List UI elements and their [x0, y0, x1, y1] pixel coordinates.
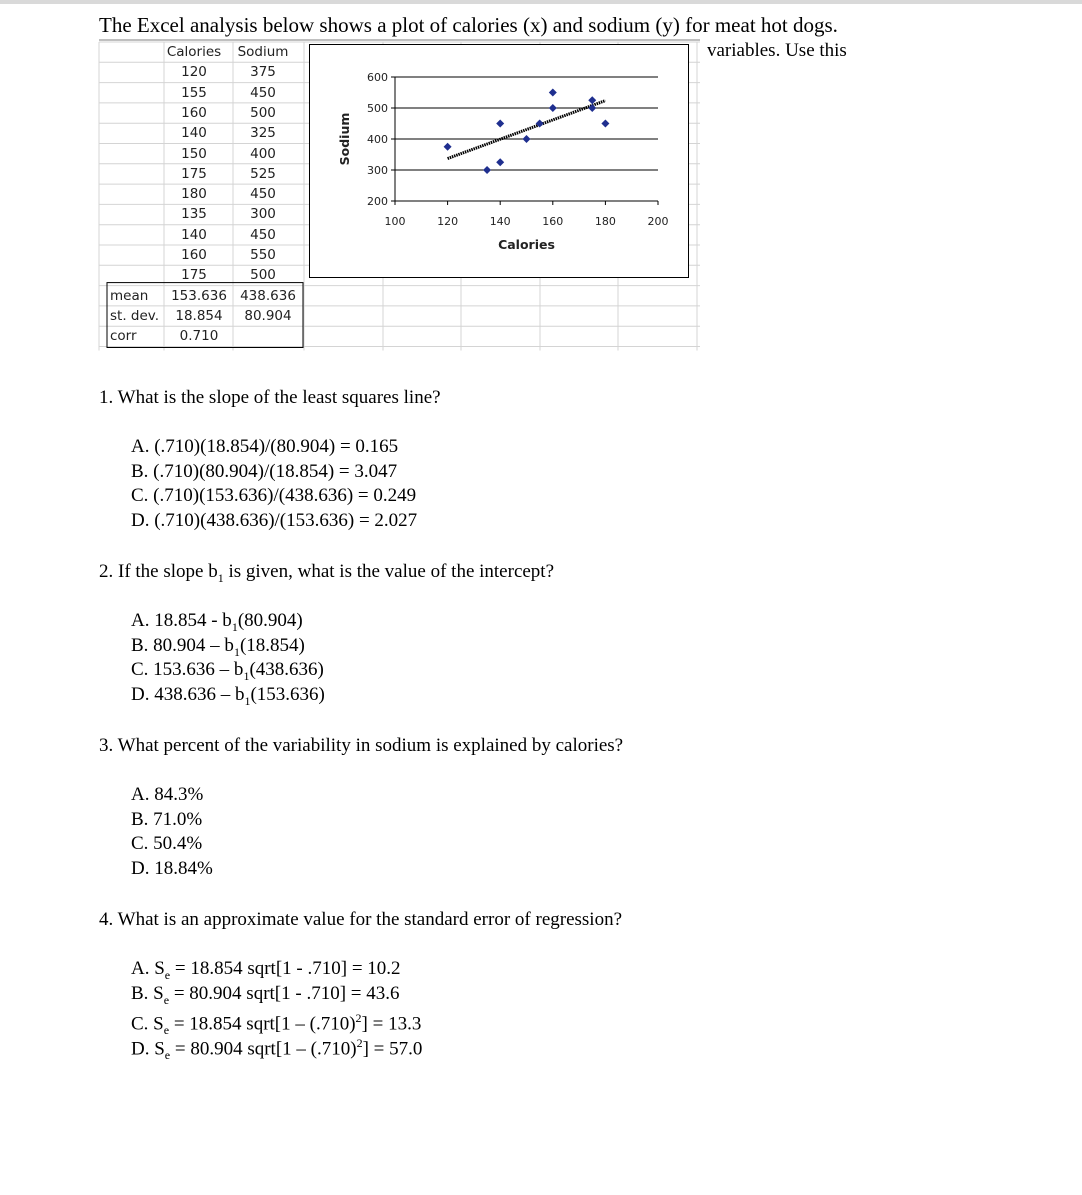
q2-option-d: [131, 683, 325, 708]
question-3: 3. What percent of the variability in sodium is explained by calories?: [99, 735, 624, 756]
scatter-chart: [309, 44, 689, 279]
cell-calories: 175: [181, 267, 207, 284]
q4-b-rest: = 80.904 sqrt[1 - .710] = 43.6: [169, 982, 400, 1004]
y-tick-label: 200: [367, 195, 388, 208]
cell-sodium: 550: [250, 247, 276, 263]
q2-a-rest: (80.904): [237, 610, 303, 631]
cell-sodium: 500: [250, 104, 276, 121]
intro-line-2: variables. Use this: [707, 40, 847, 61]
x-tick-label: 200: [647, 215, 669, 228]
q4-c-text: C. S: [131, 1013, 164, 1035]
cell-calories: 150: [181, 145, 207, 162]
q4-b-text: B. S: [131, 982, 164, 1004]
stat-label: corr: [110, 328, 137, 345]
x-tick-label: 140: [489, 215, 511, 228]
stat-sodium: 438.636: [240, 287, 296, 304]
q2-b-sub: 1: [233, 644, 240, 659]
cell-sodium: 325: [250, 125, 276, 142]
stat-calories: 0.710: [179, 328, 219, 345]
x-tick-label: 160: [542, 215, 564, 228]
cell-sodium: 500: [250, 267, 276, 284]
stat-label: mean: [110, 287, 149, 304]
q2-text-b: is given, what is the value of the intercept?: [223, 561, 555, 582]
cell-sodium: 375: [250, 64, 276, 81]
cell-sodium: 525: [250, 165, 276, 182]
cell-sodium: 450: [250, 226, 276, 243]
cell-sodium: 300: [250, 206, 276, 223]
q4-option-b: [131, 982, 422, 1007]
y-axis-label: Sodium: [337, 112, 352, 166]
x-axis-label: Calories: [498, 237, 555, 252]
question-1-options: [131, 435, 417, 534]
cell-sodium: 450: [250, 84, 276, 101]
q4-c-sup: 2: [355, 1011, 362, 1026]
q4-d-rest: ] = 57.0: [362, 1038, 423, 1060]
q3-option-d: D. 18.84%: [131, 858, 213, 880]
q4-c-rest: ] = 13.3: [361, 1013, 422, 1035]
q4-d-mid: = 80.904 sqrt[1 – (.710): [170, 1038, 357, 1060]
cell-calories: 160: [181, 247, 207, 263]
q2-option-a: [131, 609, 325, 634]
question-4-options: [131, 957, 423, 1063]
cell-calories: 175: [181, 165, 207, 182]
cell-calories: 135: [181, 206, 207, 223]
y-tick-label: 500: [367, 102, 388, 115]
q2-a-text: A. 18.854 - b: [131, 610, 232, 631]
q3-option-b: B. 71.0%: [131, 808, 203, 830]
q4-a-sub: e: [164, 967, 171, 982]
q1-option-b: B. (.710)(80.904)/(18.854) = 3.047: [131, 460, 398, 482]
q4-c-sub: e: [163, 1023, 170, 1038]
cell-sodium: 450: [250, 186, 276, 203]
stat-calories: 18.854: [175, 307, 223, 324]
q2-d-text: D. 438.636 – b: [131, 684, 245, 706]
cell-calories: 120: [181, 64, 207, 81]
q1-option-c: C. (.710)(153.636)/(438.636) = 0.249: [131, 485, 417, 507]
q4-option-d: [131, 1031, 423, 1063]
x-tick-label: 100: [384, 215, 406, 228]
q2-c-sub: 1: [243, 669, 250, 684]
q2-option-c: [131, 658, 325, 683]
q2-option-b: [131, 634, 325, 659]
y-tick-label: 600: [367, 71, 388, 84]
cell-calories: 140: [181, 226, 207, 243]
x-tick-label: 180: [594, 215, 616, 228]
stat-sodium: 80.904: [244, 307, 292, 324]
y-tick-label: 400: [367, 133, 388, 146]
q1-option-a: A. (.710)(18.854)/(80.904) = 0.165: [131, 436, 399, 457]
stat-label: st. dev.: [110, 307, 160, 324]
q4-d-text: D. S: [131, 1038, 165, 1060]
intro-line-1: The Excel analysis below shows a plot of calories (x) and sodium (y) for meat hot dogs.: [99, 13, 838, 37]
y-tick-label: 300: [367, 164, 388, 177]
cell-sodium: 400: [250, 145, 276, 162]
q4-a-rest: = 18.854 sqrt[1 - .710] = 10.2: [170, 958, 401, 979]
q2-b-text: B. 80.904 – b: [131, 634, 234, 656]
q4-a-text: A. S: [131, 958, 165, 979]
cell-calories: 160: [181, 104, 207, 121]
question-4: 4. What is an approximate value for the standard error of regression?: [99, 909, 623, 930]
q2-c-rest: (438.636): [249, 659, 324, 681]
q1-option-d: D. (.710)(438.636)/(153.636) = 2.027: [131, 510, 418, 532]
question-2-options: [131, 609, 325, 708]
header-calories: Calories: [166, 44, 222, 60]
q2-text-a: 2. If the slope b: [99, 561, 218, 582]
q2-b-rest: (18.854): [239, 634, 305, 656]
question-3-options: [131, 783, 213, 882]
q4-option-a: [131, 957, 422, 982]
q2-d-sub: 1: [244, 693, 251, 708]
cell-calories: 155: [181, 84, 207, 101]
cell-calories: 140: [181, 125, 207, 142]
q4-option-c: [131, 1006, 422, 1038]
header-sodium: Sodium: [237, 44, 289, 60]
q4-d-sub: e: [164, 1048, 171, 1063]
q2-a-sub: 1: [231, 619, 238, 634]
q4-c-mid: = 18.854 sqrt[1 – (.710): [169, 1013, 356, 1035]
question-1: 1. What is the slope of the least squares line?: [99, 387, 441, 408]
stat-calories: 153.636: [171, 287, 227, 304]
q2-c-text: C. 153.636 – b: [131, 659, 244, 681]
cell-calories: 180: [181, 186, 207, 203]
q4-b-sub: e: [163, 992, 170, 1007]
x-tick-label: 120: [437, 215, 459, 228]
question-2: [99, 561, 554, 589]
q2-text-sub: 1: [217, 570, 224, 585]
q3-option-c: C. 50.4%: [131, 833, 203, 855]
q2-d-rest: (153.636): [250, 684, 325, 706]
q4-d-sup: 2: [356, 1036, 363, 1051]
q3-option-a: A. 84.3%: [131, 784, 204, 805]
